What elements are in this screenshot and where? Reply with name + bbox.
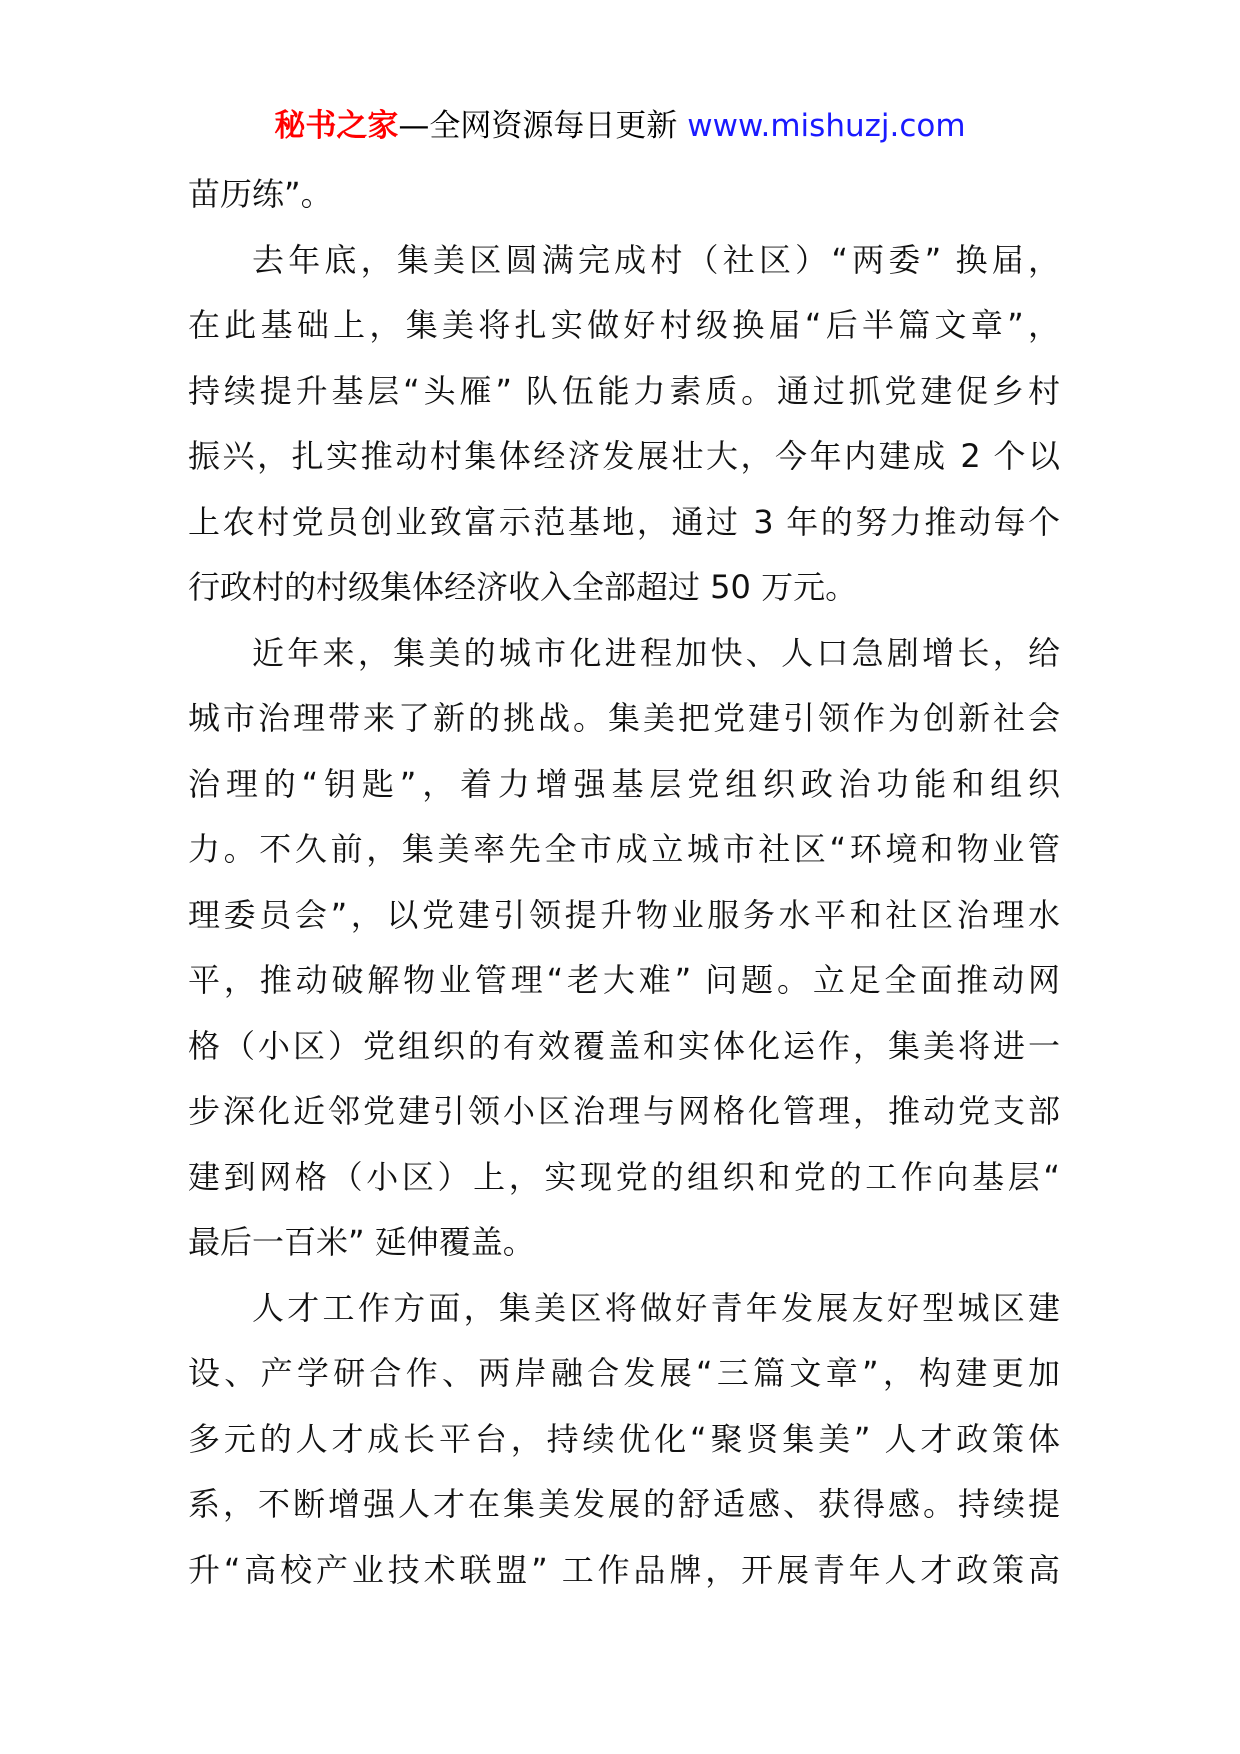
text-line: 城市治理带来了新的挑战。集美把党建引领作为创新社会 <box>188 699 1060 737</box>
text-line: 最后一百米” 延伸覆盖。 <box>188 1223 535 1261</box>
text-line: 振兴，扎实推动村集体经济发展壮大，今年内建成 2 个以 <box>188 437 1060 475</box>
text-line: 力。不久前，集美率先全市成立城市社区“环境和物业管 <box>188 830 1060 868</box>
text-line: 升“高校产业技术联盟” 工作品牌，开展青年人才政策高 <box>188 1550 1060 1589</box>
text-line: 近年来，集美的城市化进程加快、人口急剧增长，给 <box>252 633 1060 672</box>
document-body <box>188 162 1060 1603</box>
text-line: 行政村的村级集体经济收入全部超过 50 万元。 <box>188 568 858 606</box>
text-line: 持续提升基层“头雁” 队伍能力素质。通过抓党建促乡村 <box>188 371 1060 410</box>
brand-name: 秘书之家 <box>274 108 399 144</box>
text-line: 治理的“钥匙”，着力增强基层党组织政治功能和组织 <box>188 764 1060 803</box>
text-line: 格（小区）党组织的有效覆盖和实体化运作，集美将进一 <box>188 1026 1060 1065</box>
text-line: 设、产学研合作、两岸融合发展“三篇文章”，构建更加 <box>188 1354 1060 1392</box>
text-line: 平，推动破解物业管理“老大难” 问题。立足全面推动网 <box>188 961 1060 999</box>
header-tagline: —全网资源每日更新 <box>398 108 688 144</box>
text-line: 多元的人才成长平台，持续优化“聚贤集美” 人才政策体 <box>188 1419 1060 1458</box>
text-line: 理委员会”，以党建引领提升物业服务水平和社区治理水 <box>188 895 1060 934</box>
text-line: 建到网格（小区）上，实现党的组织和党的工作向基层“ <box>188 1157 1060 1196</box>
text-line: 去年底，集美区圆满完成村（社区）“两委” 换届， <box>252 240 1060 279</box>
text-line: 人才工作方面，集美区将做好青年发展友好型城区建 <box>252 1288 1060 1327</box>
website-link[interactable]: www.mishuzj.com <box>687 108 966 144</box>
text-line: 在此基础上，集美将扎实做好村级换届“后半篇文章”， <box>188 306 1060 344</box>
text-line: 苗历练”。 <box>188 175 333 213</box>
text-line: 系，不断增强人才在集美发展的舒适感、获得感。持续提 <box>188 1485 1060 1523</box>
text-line: 上农村党员创业致富示范基地，通过 3 年的努力推动每个 <box>188 502 1060 541</box>
text-line: 步深化近邻党建引领小区治理与网格化管理，推动党支部 <box>188 1092 1060 1130</box>
page-header <box>0 98 1240 154</box>
